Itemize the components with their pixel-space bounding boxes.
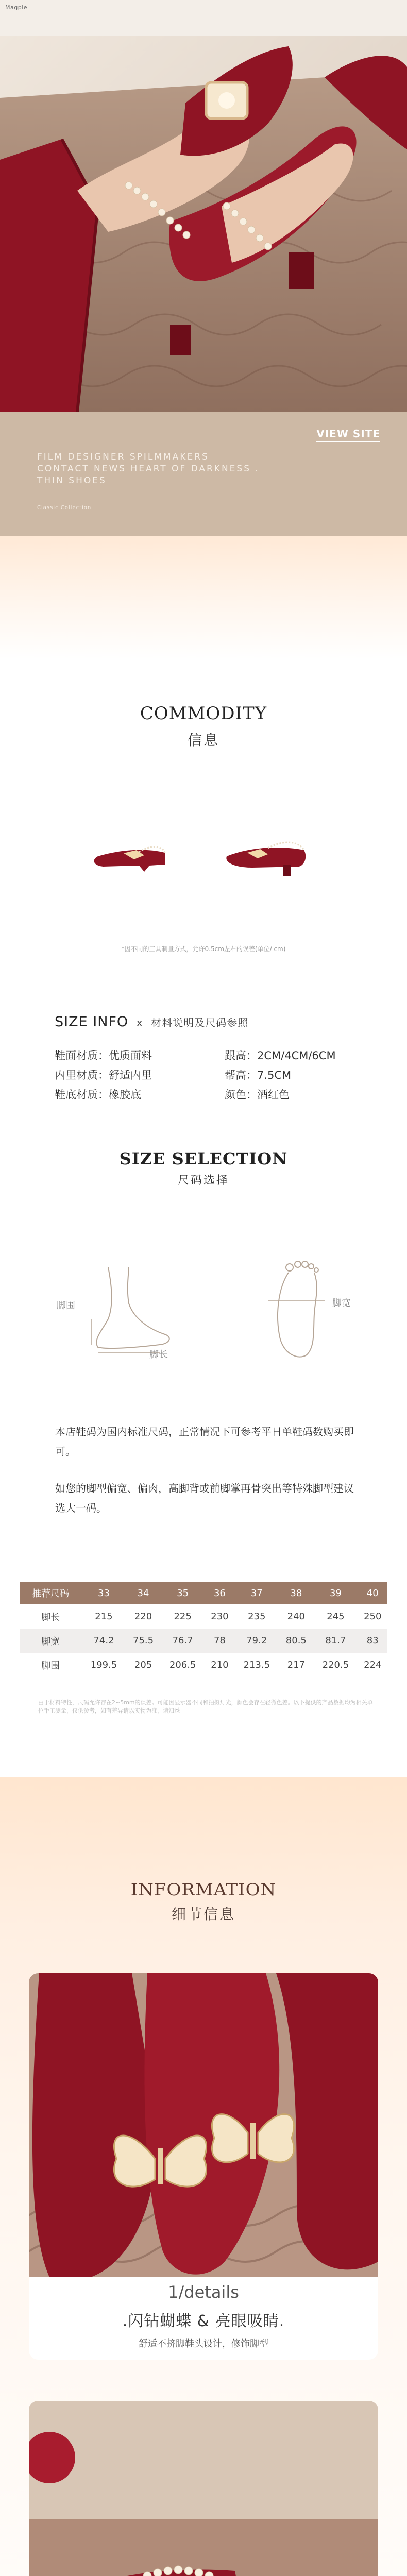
table-cell: 脚围 [41, 1660, 60, 1671]
text-label: 橡胶底 [109, 1089, 141, 1101]
text-label: 7.5CM [257, 1069, 292, 1081]
size-header-cell: 39 [313, 1582, 358, 1604]
table-row [20, 1604, 387, 1629]
detail-photo-heel [29, 2401, 378, 2576]
size-header-cell: 36 [205, 1582, 234, 1604]
size-chart-table [20, 1582, 387, 1677]
information-title [0, 1879, 407, 1924]
size-selection-title-en: SIZE SELECTION [119, 1149, 288, 1168]
foot-width-diagram [247, 1257, 350, 1365]
shoe-thumb-right [226, 842, 306, 876]
text-label: 颜色： [225, 1089, 257, 1101]
table-cell: 脚长 [41, 1612, 60, 1623]
table-cell: 74.2 [81, 1629, 126, 1653]
table-cell: 75.5 [126, 1629, 161, 1653]
size-selection-title [0, 1149, 407, 1188]
table-cell: 199.5 [90, 1659, 117, 1670]
size-paragraph-2: 如您的脚型偏宽、偏肉，高脚背或前脚掌再骨突出等特殊脚型建议选大一码。 [55, 1482, 354, 1514]
detail-card-1 [29, 1973, 378, 2360]
information-title-en: INFORMATION [130, 1879, 277, 1900]
view-site-link[interactable]: VIEW SITE [316, 428, 380, 442]
foot-width-label: 脚宽 [332, 1298, 351, 1309]
spec-row [55, 1046, 152, 1065]
information-title-cn: 细节信息 [171, 1906, 235, 1923]
commodity-title-en: COMMODITY [140, 703, 267, 724]
table-cell: 210 [211, 1659, 229, 1670]
text-label: 跟高： [225, 1049, 257, 1062]
size-header-cell: 40 [358, 1582, 388, 1604]
commodity-title-cn: 信息 [187, 732, 219, 749]
hero-shoe-photo [0, 36, 407, 412]
text-label: 鞋底材质： [55, 1089, 109, 1101]
table-cell: 250 [364, 1611, 382, 1622]
banner-text [37, 451, 260, 487]
table-cell: 235 [248, 1611, 266, 1622]
size-header-cell: 推荐尺码 [20, 1582, 81, 1604]
text-label: 酒红色 [257, 1089, 290, 1101]
table-cell: 217 [287, 1659, 306, 1670]
size-foot-note: 由于材料特性，尺码允许存在2~5mm的误差。可能因显示器不同和拍摄灯光，颜色会存在轻微色差。以下提供的产品数据均为相关单位手工测量，仅供参考，如有差异请以实物为准，请知悉 [38, 1699, 373, 1714]
product-thumbnails [88, 824, 330, 881]
size-selection-title-cn: 尺码选择 [177, 1174, 229, 1187]
spec-row [55, 1085, 152, 1105]
table-cell: 230 [211, 1611, 229, 1622]
banner-line: CONTACT NEWS HEART OF DARKNESS . [37, 464, 260, 474]
size-header-cell: 37 [234, 1582, 279, 1604]
table-cell: 79.2 [234, 1629, 279, 1653]
table-cell: 245 [327, 1611, 345, 1622]
table-cell: 213.5 [243, 1659, 270, 1670]
banner-line: FILM DESIGNER SPILMMAKERS [37, 452, 209, 462]
size-header-cell: 33 [81, 1582, 126, 1604]
table-cell: 83 [358, 1629, 388, 1653]
foot-length-label: 脚长 [149, 1349, 168, 1360]
foot-circ-label: 脚围 [57, 1300, 75, 1311]
material-specs-right [225, 1046, 336, 1105]
size-paragraph-1: 本店鞋码为国内标准尺码，正常情况下可参考平日单鞋码数购买即可。 [55, 1426, 354, 1458]
table-cell: 81.7 [313, 1629, 358, 1653]
material-specs-left [55, 1046, 152, 1105]
text-label: 鞋面材质： [55, 1049, 109, 1062]
text-label: 2CM/4CM/6CM [257, 1049, 336, 1062]
size-table-header [20, 1582, 387, 1604]
table-cell: 76.7 [161, 1629, 205, 1653]
size-header-cell: 34 [126, 1582, 161, 1604]
commodity-title [0, 703, 407, 750]
detail-card-2 [29, 2401, 378, 2576]
text-label: 帮高： [225, 1069, 257, 1081]
text-label: x [136, 1016, 143, 1029]
hero-section [0, 0, 407, 412]
gradient-divider [0, 536, 407, 659]
table-cell: 224 [364, 1659, 382, 1670]
table-cell: 225 [174, 1611, 192, 1622]
table-cell: 206.5 [169, 1659, 196, 1670]
spec-row [225, 1065, 336, 1085]
detail-title: .闪钻蝴蝶 & 亮眼吸睛. [122, 2312, 285, 2330]
text-label: SIZE INFO [55, 1014, 129, 1030]
measure-note: *因不同的工具制量方式，允许0.5cm左右的误差(单位/ cm) [121, 945, 286, 953]
text-label: details [184, 2282, 239, 2302]
table-cell: 240 [287, 1611, 306, 1622]
spec-row [55, 1065, 152, 1085]
text-label: 优质面料 [109, 1049, 152, 1062]
spec-row [225, 1046, 336, 1065]
size-header-cell: 35 [161, 1582, 205, 1604]
promo-banner [0, 412, 407, 536]
table-cell: 215 [95, 1611, 113, 1622]
detail-photo-butterfly [29, 1973, 378, 2277]
text-label: 内里材质： [55, 1069, 109, 1081]
text-label: 1/ [168, 2282, 184, 2302]
text-label: 舒适内里 [109, 1069, 152, 1081]
spec-row [225, 1085, 336, 1105]
table-cell: 78 [205, 1629, 234, 1653]
text-label: 材料说明及尺码参照 [151, 1016, 249, 1029]
banner-small-text: Classic Collection [37, 505, 92, 511]
size-info-heading [55, 1014, 248, 1030]
table-cell: 80.5 [279, 1629, 313, 1653]
table-row [20, 1653, 387, 1677]
table-cell: 220.5 [322, 1659, 349, 1670]
brand-label: Magpie [5, 4, 28, 11]
detail-number [29, 2282, 378, 2302]
shoe-thumb-left [94, 847, 165, 872]
table-cell: 220 [134, 1611, 152, 1622]
table-row [20, 1629, 387, 1653]
table-cell: 脚宽 [20, 1629, 81, 1653]
detail-subtitle: 舒适不挤脚鞋头设计，修饰脚型 [139, 2338, 268, 2349]
size-header-cell: 38 [279, 1582, 313, 1604]
table-cell: 205 [134, 1659, 152, 1670]
banner-line: THIN SHOES [37, 476, 107, 486]
